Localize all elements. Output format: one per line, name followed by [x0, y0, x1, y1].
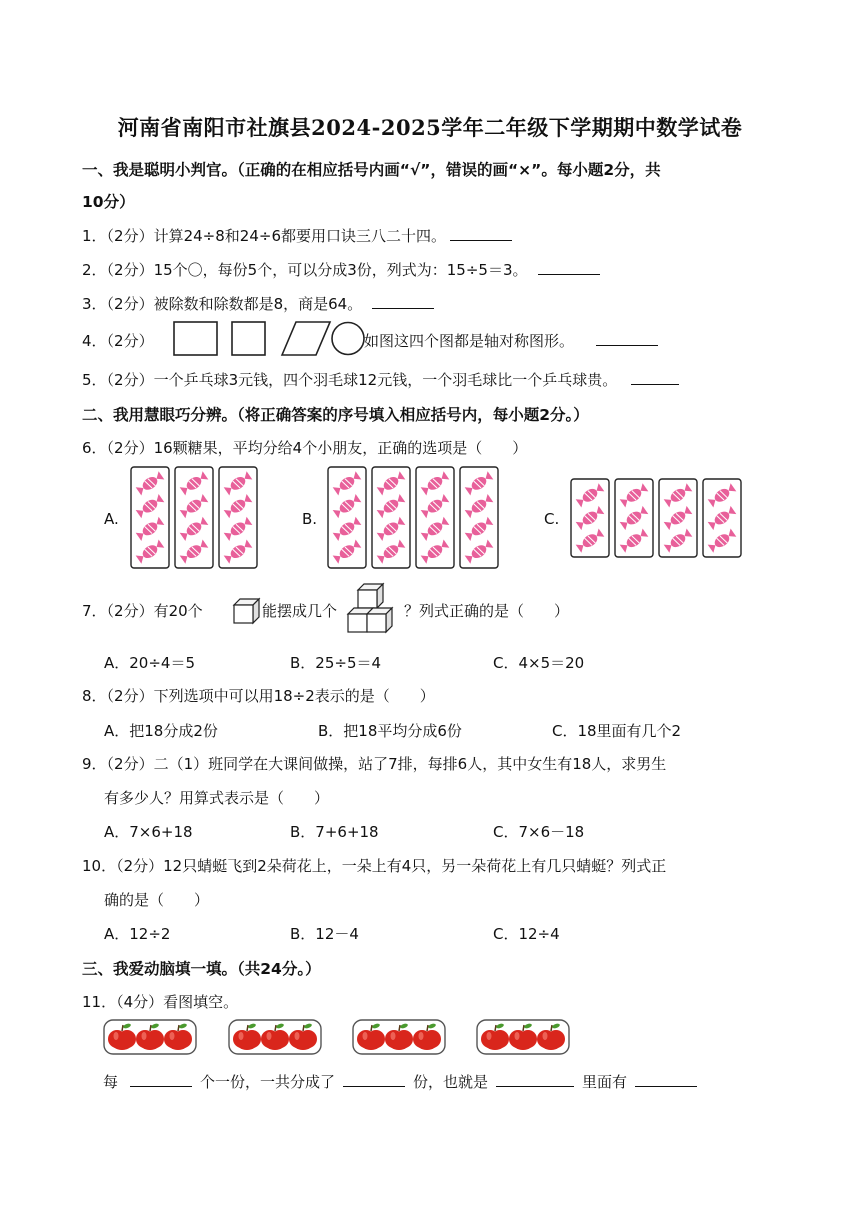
- apple-group-4: [476, 1019, 570, 1055]
- question-3-text: 3．（2分）被除数和除数都是8，商是64。: [82, 295, 363, 313]
- q6-option-c-label[interactable]: C.: [544, 510, 560, 528]
- q8-option-a[interactable]: A．把18分成2份: [104, 722, 218, 740]
- question-1: [82, 225, 512, 246]
- question-10-line1: 10．（2分）12只蜻蜓飞到2朵荷花上，一朵上有4只，另一朵荷花上有几只蜻蜓？列式正: [82, 857, 667, 875]
- question-8-text: 8．（2分）下列选项中可以用18÷2表示的是（ ）: [82, 687, 435, 705]
- answer-blank-5[interactable]: [631, 370, 679, 385]
- answer-blank-11c[interactable]: [496, 1072, 574, 1087]
- answer-blank-2[interactable]: [538, 260, 600, 275]
- q6-option-c-figure: [570, 478, 746, 558]
- fill-word-2: 个一份，一共分成了: [200, 1073, 336, 1091]
- answer-blank-3[interactable]: [372, 294, 434, 309]
- q10-option-b[interactable]: B．12－4: [290, 925, 359, 943]
- question-4-text: 如图这四个图都是轴对称图形。: [364, 332, 575, 350]
- q9-option-a[interactable]: A．7×6+18: [104, 823, 193, 841]
- question-3: [82, 293, 434, 314]
- square-shape: [232, 322, 265, 355]
- rectangle-shape: [174, 322, 217, 355]
- question-7-middle: 能摆成几个: [262, 602, 338, 620]
- q7-option-b[interactable]: B．25÷5＝4: [290, 654, 382, 672]
- section-1-heading: 一、我是聪明小判官。（正确的在相应括号内画“√”，错误的画“×”。每小题2分，共: [82, 161, 661, 179]
- answer-blank-11a[interactable]: [130, 1072, 192, 1087]
- section-3-heading: 三、我爱动脑填一填。（共24分。）: [82, 960, 321, 978]
- circle-shape: [332, 323, 364, 355]
- apple-group-2: [228, 1019, 322, 1055]
- fill-word-3: 份，也就是: [413, 1073, 489, 1091]
- parallelogram-shape: [282, 322, 330, 355]
- answer-blank-11b[interactable]: [343, 1072, 405, 1087]
- question-5: [82, 369, 679, 390]
- small-cube-icon: [232, 597, 262, 625]
- question-11-fill-line: [103, 1071, 697, 1092]
- q6-option-a-label[interactable]: A.: [104, 510, 119, 528]
- answer-blank-4[interactable]: [596, 331, 658, 346]
- answer-blank-11d[interactable]: [635, 1072, 697, 1087]
- answer-blank-1[interactable]: [450, 226, 512, 241]
- apple-group-3: [352, 1019, 446, 1055]
- fill-word-1: 每: [103, 1073, 119, 1091]
- section-1-heading-cont: 10分）: [82, 193, 135, 211]
- question-1-text: 1．（2分）计算24÷8和24÷6都要用口诀三八二十四。: [82, 227, 446, 245]
- q9-option-b[interactable]: B．7+6+18: [290, 823, 379, 841]
- question-4: [364, 330, 658, 351]
- fill-word-4: 里面有: [582, 1073, 628, 1091]
- apple-group-1: [103, 1019, 197, 1055]
- page-title: 河南省南阳市社旗县2024-2025学年二年级下学期期中数学试卷: [117, 115, 743, 140]
- question-10-line2: 确的是（ ）: [104, 891, 210, 909]
- q10-option-c[interactable]: C．12÷4: [493, 925, 560, 943]
- q9-option-c[interactable]: C．7×6－18: [493, 823, 585, 841]
- question-5-text: 5．（2分）一个乒乓球3元钱，四个羽毛球12元钱，一个羽毛球比一个乒乓球贵。: [82, 371, 618, 389]
- question-7-prefix: 7．（2分）有20个: [82, 602, 203, 620]
- q7-option-c[interactable]: C．4×5＝20: [493, 654, 585, 672]
- q8-option-c[interactable]: C．18里面有几个2: [552, 722, 682, 740]
- question-4-prefix: 4．（2分）: [82, 332, 154, 350]
- q8-option-b[interactable]: B．把18平均分成6份: [318, 722, 462, 740]
- section-2-heading: 二、我用慧眼巧分辨。（将正确答案的序号填入相应括号内，每小题2分。）: [82, 406, 589, 424]
- q7-option-a[interactable]: A．20÷4＝5: [104, 654, 196, 672]
- q6-option-b-label[interactable]: B.: [302, 510, 318, 528]
- q6-option-a-figure: [130, 466, 262, 570]
- question-7-suffix: ？列式正确的是（ ）: [404, 602, 570, 620]
- q4-shapes-figure: [172, 320, 367, 358]
- q10-option-a[interactable]: A．12÷2: [104, 925, 171, 943]
- question-11-text: 11．（4分）看图填空。: [82, 993, 239, 1011]
- question-2-text: 2．（2分）15个〇，每份5个，可以分成3份，列式为：15÷5＝3。: [82, 261, 528, 279]
- cube-stack-icon: [346, 582, 404, 636]
- question-6-text: 6．（2分）16颗糖果，平均分给4个小朋友，正确的选项是（ ）: [82, 439, 528, 457]
- q6-option-b-figure: [327, 466, 503, 570]
- question-9-line2: 有多少人？用算式表示是（ ）: [104, 789, 330, 807]
- question-2: [82, 259, 600, 280]
- question-9-line1: 9．（2分）二（1）班同学在大课间做操，站了7排，每排6人，其中女生有18人，求男生: [82, 755, 667, 773]
